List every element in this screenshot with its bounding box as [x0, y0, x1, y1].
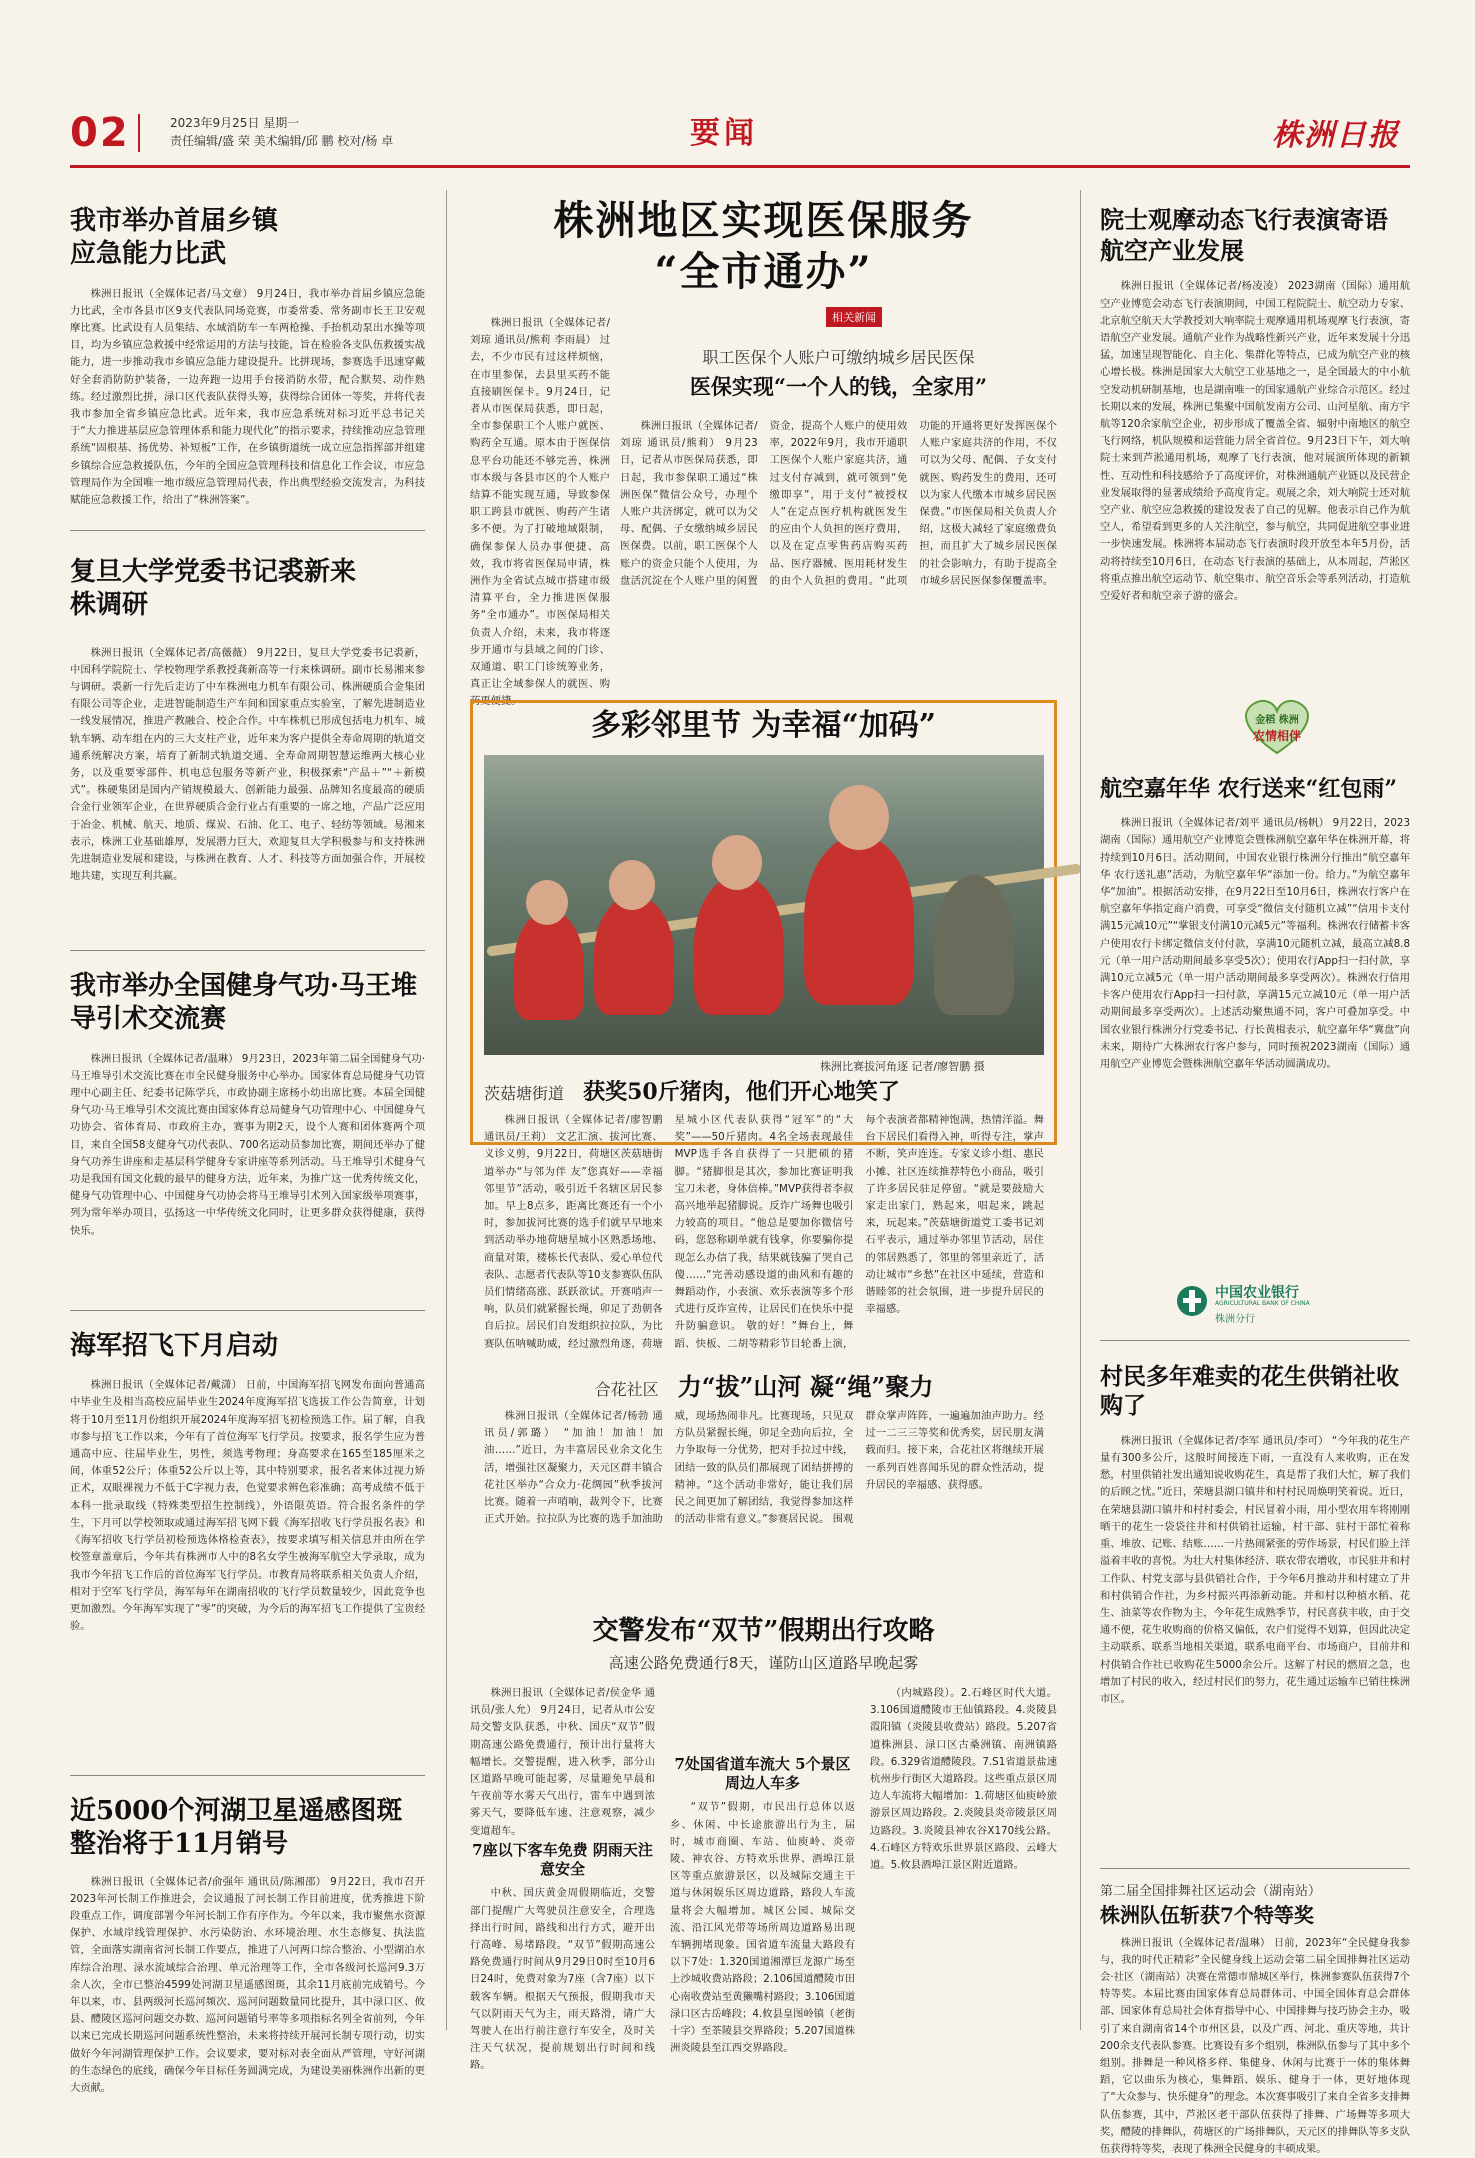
paper-logo: 株洲日报: [1272, 118, 1400, 153]
bank-name: 中国农业银行: [1215, 1285, 1299, 1301]
feature-story-2-heading: [484, 1372, 1044, 1403]
story-title: 力“拔”山河 凝“绳”聚力: [677, 1372, 934, 1401]
right-article-1: [1100, 205, 1410, 673]
related-news-tag: 相关新闻: [826, 307, 882, 327]
feature-title-text: 多彩邻里节 为幸福“加码”: [591, 708, 936, 743]
article-title: 村民多年难卖的花生供销社收购了: [1100, 1363, 1399, 1420]
related-kicker: 职工医保个人账户可缴纳城乡居民医保: [702, 348, 975, 367]
related-title: 医保实现“一个人的钱，全家用”: [689, 374, 988, 399]
bank-branch: 株洲分行: [1215, 1314, 1255, 1325]
divider: [1100, 1340, 1410, 1341]
article-body: 株洲日报讯（全媒体记者/李军 通讯员/李可） “今年我的花生产量有300多公斤，这般时间接连下雨，一直没有人来收购，正在发愁，村里供销社发出通知说收购花生，真是帮了我们大忙，解了我们的后顾之忧。”近日，荣塘县湖口镇井和村村民周焕明笑着说。近日，在荣塘县湖口镇井和村村委会，村民冒着小雨，用小型农用车将刚刚晒干的花生一袋袋往井和村供销社运输，村干部、驻村干部忙着称重、堆放、记账、结账……一片热闹紧张的劳作场景，村民们脸上洋溢着丰收的喜悦。为壮大村集体经济、联农带农增收，市民驻井和村工作队、村党支部与县供销社合作，于今年6月推动井和村建立了井和村供销合作社，为乡村振兴再添新动能。并和村以种植水稻、花生、油菜等农作物为主，今年花生成熟季节，村民喜获丰收，由于交通不便，花生收购商的价格又偏低，农户们觉得不划算，但因此决定主动联系、联系当地相关渠道，联系电商平台、市场商户，目前井和村供销合作社已收购花生5000余公斤。这解了村民的燃眉之急，也增加了村民的收入，经过村民们的努力，花生通过运输车已销往株洲市区。: [1100, 1434, 1410, 1705]
photo-caption: 株洲比赛拔河角逐 记者/廖智鹏 摄: [820, 1060, 985, 1073]
story-title: 获奖50斤猪肉，他们开心地笑了: [583, 1079, 900, 1105]
right-article-2: [1100, 775, 1410, 1277]
article-title: 院士观摩动态飞行表演寄语航空产业发展: [1100, 205, 1388, 265]
article-body: 株洲日报讯（全媒体记者/高薇薇） 9月22日，复旦大学党委书记裘新，中国科学院院士、学校物理学系教授龚新高等一行来株调研。副市长易湘来参与调研。裘新一行先后走访了中车株洲电力机车有限公司、株洲硬质合金集团有限公司等企业，走进智能制造生产车间和国家重点实验室，了解先进制造业一线发展情况，推进产教融合、校企合作。中车株机已形成包括电力机车、城轨车辆、动车组在内的三大支柱产业，近年来为客户提供全寿命周期的轨道交通系统解决方案，培育了新制式轨道交通、全寿命周期智慧运维两大核心业务，以及重要零部件、机电总包服务等新产业，积极探索“产品＋”“＋新模式”。株硬集团是国内产销规模最大、创新能力最强、品牌知名度最高的硬质合金行业领军企业，在世界硬质合金行业占有重要的一席之地，产品广泛应用于冶金、机械、航天、地质、煤炭、石油、化工、电子、轻纺等领域。易湘来表示，株洲工业基础雄厚，发展潜力巨大，欢迎复旦大学积极参与和支持株洲先进制造业发展和建设，与株洲在教育、人才、科技等方面加强合作，开展校地共建，实现互利共赢。: [70, 646, 425, 883]
traffic-col-2: [670, 1685, 855, 2059]
article-kicker: 第二届全国排舞社区运动会（湖南站）: [1100, 1884, 1322, 1899]
divider: [70, 950, 425, 951]
date-line: 2023年9月25日 星期一: [170, 116, 300, 130]
article-title: 航空嘉年华 农行送来“红包雨”: [1100, 776, 1397, 802]
article-body: 株洲日报讯（全媒体记者/杨凌凌） 2023湖南（国际）通用航空产业博览会动态飞行表演期间，中国工程院院士、航空动力专家、北京航空航天大学教授刘大响率院士观摩通用机场观摩飞行表演，寄语航空产业发展。通航产业作为战略性新兴产业，近年来发展十分迅猛，加速呈现智能化、自主化、集群化等特点，已成为航空产业的核心增长极。株洲是国家大大航空工业基地之一，是全国最大的中小航空发动机研制基地，也是湖南唯一的国家通航产业综合示范区。经过长期以来的发展，株洲已集聚中国航发南方公司、山河星航、南方宇航等120余家航空企业，初步形成了覆盖全省、辐射中南地区的航空飞行网络，机队规模和运营能力居全省首位。9月23日下午，刘大响院士来到芦淞通用机场，观摩了飞行表演，他对展演所体现的新颖性、互动性和科技感给予了高度评价，对株洲通航产业链以及民营企业发展取得的显著成绩给予高度肯定。观展之余，刘大响院士还对航空产业、航空应急救援的建设发表了自己的见解。他表示自己作为航空人，希望看到更多的人关注航空，参与航空，共同促进航空事业进一步快速发展。株洲将本届动态飞行表演时段开放至本年5月份，活动将持续至10月6日，在动态飞行表演的基础上，从本周起，芦淞区将重点推出航空运动节、航空集市、航空音乐会等系列活动，打造航空爱好者和航空亲子游的盛会。: [1100, 280, 1410, 603]
masthead: [70, 110, 1410, 162]
article-title: 近5000个河湖卫星遥感图斑整治将于11月销号: [70, 1796, 403, 1860]
left-article-1: [70, 205, 425, 522]
article-title: 我市举办首届乡镇应急能力比武: [70, 206, 279, 270]
article-title: 海军招飞下月启动: [70, 1331, 279, 1361]
article-body: [484, 1112, 1044, 1358]
column-divider: [446, 190, 447, 2030]
article-body: 株洲日报讯（全媒体记者/刘琼 通讯员/熊莉） 9月23日，记者从市医保局获悉，即日起，我市参保职工通过“株洲医保”微信公众号，办理个人账户共济绑定，就可以为父母、配偶、子女缴纳城乡居民医保费。以前，职工医保个人账户的资金只能个人使用，为盘活沉淀在个人账户里的闲置资金，提高个人账户的使用效率，2022年9月，我市开通职工医保个人账户家庭共济，通过支付存减到，就可领到“免缴即享”，用于支付“被授权人”在定点医疗机构就医发生的应由个人负担的医疗费用，以及在定点零售药店购买药品、医疗器械、医用耗材发生的由个人负担的费用。“此项功能的开通将更好发挥医保个人账户家庭共济的作用，不仅可以为父母、配偶、子女支付就医、购药发生的费用，还可以为家人代缴本市城乡居民医保费。”市医保局相关负责人介绍，这极大减轻了家庭缴费负担，而且扩大了城乡居民医保的社会影响力，有助于提高全市城乡居民医保参保覆盖率。: [620, 420, 1057, 587]
divider: [1100, 1868, 1410, 1869]
bank-name-en: AGRICULTURAL BANK OF CHINA: [1215, 1300, 1310, 1307]
story-kicker: 合花社区: [594, 1380, 659, 1399]
traffic-col-1: [470, 1685, 655, 2072]
article-body: 株洲日报讯（全媒体记者/戴潇） 日前，中国海军招飞网发布面向普通高中毕业生及相当高校应届毕业生2024年度海军招飞选拔工作公告简章，计划将于10月至11月份组织开展2024年度海军招飞初检预选工作。届了解，自我市参与招飞工作以来，今年有了首位海军飞行学员。按要求，报名学生应为普通高中应、往届毕业生，男性，须选考物理；身高要求在165至185厘米之间，体重52公斤；体重52公斤以上等，其中特别要求，报名者来体过视力矫正术，双眼裸视力不低于C字视力表，色觉要求辨色彩准确；高考成绩不低于本科一批录取线（特殊类型招生控制线），外语限英语。符合报名条件的学生，下月可以学校领取或通过海军招飞网下载《海军招收飞行学员报名表》和《海军招收飞行学员初检预选体格检查表》，按要求填写相关信息并由所在学校签章盖章后，今年共有株洲市人中的8名女学生被海军航空大学录取，成为我市今年招飞工作后的首位海军飞行学员。市教育局将联系相关负责人介绍，相对于空军飞行学员，海军每年在湖南招收的飞行学员数量较少，因此竞争也更加激烈。今年海军实现了“零”的突破，为今后的海军招飞工作提供了宝贵经验。: [70, 1379, 425, 1633]
right-article-3: [1100, 1362, 1410, 1843]
traffic-col-3: [870, 1685, 1057, 2030]
story-text-2: 围观群众掌声阵阵，一遍遍加油声助力。经过一二三三等奖和优秀奖，居民朋友满载而归。接下来，合花社区将继续开展一系列百姓喜闻乐见的群众性活动，提升居民的幸福感、获得感。: [832, 1410, 1044, 1526]
lead-title-line-1: 株洲地区实现医保服务: [553, 197, 974, 244]
photo-head: [712, 835, 762, 890]
article-title: 复旦大学党委书记裘新来株调研: [70, 557, 357, 621]
bank-logo-icon: [1175, 1284, 1209, 1318]
photo-person: [934, 875, 1014, 1015]
logo-text-2: 农情相伴: [1252, 729, 1301, 743]
story-text-1: 株洲日报讯（全媒体记者/杨勃 通讯员/郭璐） “加油！加油！加油……”近日，为丰富居民业余文化生活，增强社区凝聚力，天元区群丰镇合花社区举办“合众力·花绸园”秋季拔河比赛。随着一声哨响，裁判令下，比赛正式开始。拉拉队为比赛的选手加油助威，现场热闹非凡。比赛现场，只见双方队员紧握长绳，卯足全劲向后拉，全力争取每一分优势，把对手拉过中线，团结一致的队员们都展现了团结拼搏的精神。“这个活动非常好，能让我们居民之间更加了解团结，我觉得参加这样的活动非常有意义。”参赛居民说。: [484, 1410, 854, 1526]
traffic-story-heading: [470, 1615, 1057, 1673]
divider: [70, 530, 425, 531]
article-body: 株洲日报讯（全媒体记者/刘平 通讯员/杨帆） 9月22日，2023湖南（国际）通用航空产业博览会暨株洲航空嘉年华在株洲开幕，将持续到10月6日。活动期间，中国农业银行株洲分行推出“航空嘉年华 农行送礼惠”活动，为航空嘉年华“添加一份。给力。”为航空嘉年华“加油”。根据活动安排，在9月22日至10月6日，株洲农行客户在航空嘉年华指定商户消费，可享受“微信支付随机立减”“信用卡支付满15元减10元”“掌银支付满10元减5元”等福利。株洲农行储蓄卡客户使用农行卡绑定微信支付付款，享满10元随机立减，最高立减8.8元（单一用户活动期间最多享受5次）；使用农行App扫一扫付款，享满10元立减5元（单一用户活动期间最多享受两次）。株洲农行信用卡客户使用农行App扫一扫付款，享满15元立减10元（单一用户活动期间最多享受两次）。上述活动聚焦通不同，客户可叠加享受。中国农业银行株洲分行党委书记、行长黄楫表示，航空嘉年华“冀盘”向未来，期待广大株洲农行客户参与，同时预祝2023湖南（国际）通用航空产业博览会暨株洲航空嘉年华活动圆满成功。: [1100, 817, 1410, 1070]
article-body: 株洲日报讯（全媒体记者/俞强年 通讯员/陈湘邵） 9月22日，我市召开2023年河长制工作推进会，会议通报了河长制工作目前进度，优秀推进下阶段重点工作，调度部署今年河长制工作有序作为。今年以来，我市聚焦水资源保护、水域岸线管理保护、水污染防治、水环境治理、水生态修复、执法监管，全面落实湖南省河长制工作要点，推进了八河两口综合整治、小型湖泊水库综合治理、渌水流域综合治理、单元治理等工作，全市各级河长巡河9.3万余人次，全市已整治4599处河湖卫星遥感图斑，其余11月底前完成销号。今年以来，市、县两级河长巡河频次、巡河问题数量同比提升，其中渌口区、攸县、醴陵区巡河问题交办数、巡河问题销号率等多项指标名列全省前列，今年以来已完成长期巡河问题系统性整治，未来将持续开展河长制专项行动，切实做好今年河湖管理保护工作。会议要求，要对标对表全面从严管理，守好河湖的生态绿色的底线，确保今年目标任务圆满完成，为建设美丽株洲作出新的更大贡献。: [70, 1875, 425, 2094]
article-body: “双节”假期，市民出行总体以返乡、休闲、中长途旅游出行为主，届时，城市商圈、车站、仙庾岭、炎帝陵、神农谷、方特欢乐世界、酒埠江景区等重点旅游景区，以及城际交通主干道与休闲娱乐区周边道路，路段人车流量将会大幅增加。城区公园、城际交流、沿江风光带等场所周边道路易出现车辆拥堵现象。国省道车流量大路段有以下7处：1.320国道湘潭巨龙源广场至上沙城收费站路段；2.106国道醴陵市田心南收费站至黄獭嘴村路段；3.106国道渌口区古岳峰段；4.攸县皇图岭镇（老街十字）至茶陵县交界路段；5.207国道株洲炎陵县至江西交界路段。: [670, 1801, 855, 2055]
divider: [70, 1310, 425, 1311]
article-body: （内城路段）。2.石峰区时代大道。3.106国道醴陵市王仙镇路段。4.炎陵县霞阳镇（炎陵县收费站）路段。5.207省道株洲县、渌口区古桑洲镇、南洲镇路段。6.329省道醴陵段。7.S1省道景盐速杭州步行街区大道路段。这些重点景区周边人车流将大幅增加：1.荷塘区仙庾岭旅游景区周边路段。2.炎陵县炎帝陵景区周边路段。3.炎陵县神农谷X170线公路。4.石峰区方特欢乐世界景区路段、云峰大道。5.攸县酒埠江景区附近道路。: [870, 1687, 1057, 1872]
photo-person: [594, 895, 674, 1015]
left-article-2: [70, 556, 425, 950]
left-article-3: [70, 970, 425, 1309]
feature-story-2-columns: [484, 1408, 1044, 1578]
article-body: 株洲日报讯（全媒体记者/刘琼 通讯员/熊莉 李雨晨） 过去，不少市民有过这样烦恼，在市里参保，去县里买药不能直接刷医保卡。9月24日，记者从市医保局获悉，即日起，全市参保职工个人账户就医、购药全互通。原本由于医保信息平台功能还不够完善，株洲市本级与各县市区的个人账户结算不能实现互通，导致参保职工跨县市就医、购药产生诸多不便。为了打破地域限制，确保参保人员办事便捷、高效，我市将省医保局申请，株洲作为全省试点城市搭建市级清算平台，全力推进医保服务“全市通办”。市医保局相关负责人介绍，未来，我市将逐步开通市与县域之间的门诊、双通道、职工门诊统筹业务，真正让全域参保人的就医、购药更便捷。: [470, 317, 610, 708]
story-subtitle: 高速公路免费通行8天，谨防山区道路早晚起雾: [608, 1654, 919, 1673]
article-body: 株洲日报讯（全媒体记者/侯金华 通讯员/张人允） 9月24日，记者从市公安局交警支队获悉，中秋、国庆“双节”假期高速公路免费通行，预计出行量将大幅增长。交警提醒，进入秋季，部分山区道路早晚可能起雾，尽量避免早晨和午夜前等水雾天气出行，雷车中遇到浓雾天气，要降低车速、注意观察，减少变道超车。: [470, 1687, 655, 1837]
feature-title: [470, 707, 1057, 745]
divider: [70, 1775, 425, 1776]
masthead-rule: [70, 165, 1410, 168]
photo-person: [804, 835, 914, 1005]
page-number: 02: [70, 110, 130, 156]
story-title: 交警发布“双节”假期出行攻略: [592, 1616, 935, 1646]
story-text-2: 敬的好！”舞台上，舞蹈、快板、二胡等精彩节目轮番上演，每个表演者都精神饱满，热情洋溢。舞台下居民们看得入神，听得专注，掌声不断，笑声连连。专家义诊小组、惠民小摊、社区连续推荐特色小商品，吸引了许多居民驻足停留。“就是要鼓励大家走出家门，熟起来，唱起来，跳起来，玩起来。”茨菇塘街道党工委书记刘石平表示，通过举办邻里节活动，居住的邻居熟悉了，邻里的邻里亲近了，活动让城市“乡愁”在社区中延续，营造和谐睦邻的社会氛围，进一步提升居民的幸福感。: [674, 1114, 1044, 1350]
campaign-logo: [1227, 693, 1327, 763]
left-article-4: [70, 1330, 425, 1755]
article-body: 株洲日报讯（全媒体记者/温琳） 9月23日，2023年第二届全国健身气功·马王堆导引术交流比赛在市全民健身服务中心举办。国家体育总局健身气功管理中心副主任、纪委书记陈学兵，市政协副主席杨小幼出席比赛。本届全国健身气功·马王堆导引术交流比赛由国家体育总局健身气功管理中心、中国健身气功协会、省体育局、市政府主办，赛事为期2天，设个人赛和团体赛两个项目，来自全国58支健身气功代表队、700名运动员参加比赛，期间还举办了健身气功养生讲座和走基层科学健身专家讲座等系列活动。马王堆导引术健身气功是我国有国文化载的最早的健身方法，近年来，为推广这一优秀传统文化，健身气功管理中心、中国健身气功协会将马王堆导引术列入国家级举项赛事，列为常年举办项目，弘扬这一中华传统文化同时，让更多群众获得健康，获得快乐。: [70, 1052, 425, 1237]
article-title: 我市举办全国健身气功·马王堆导引术交流赛: [70, 971, 418, 1035]
article-body: 株洲日报讯（全媒体记者/温琳） 日前，2023年“全民健身我参与，我的时代正精彩”全民健身线上运动会第二届全国排舞社区运动会·社区（湖南站）决赛在常德市鼎城区举行，株洲参赛队伍获得7个特等奖。本届比赛由国家体育总局群体司、中国全国体育总会群体部、国家体育总局社会体育指导中心、中国排舞与技巧协会主办，吸引了来自湖南省14个市州区县，以及广西、河北、重庆等地，共计200余支代表队参赛。比赛设有多个组别，株洲队伍参与了其中多个组别。排舞是一种风格多样、集健身、休闲与比赛于一体的集体舞蹈，它以曲乐为核心，集舞蹈、娱乐、健身于一体，更好地体现了“大众参与、快乐健身”的理念。本次赛事吸引了来自全省多支排舞队伍参赛，其中，芦淞区老干部队伍获得了排舞、广场舞等多项大奖，醴陵的排舞队，荷塘区的广场排舞队，天元区的排舞队等多支队伍获得特等奖，表现了株洲全民健身的丰硕成果。: [1100, 1936, 1410, 2156]
photo-person: [694, 875, 784, 1015]
tug-of-war-photo: [484, 755, 1044, 1055]
lead-story-body: [470, 315, 610, 708]
masthead-meta: [170, 114, 393, 150]
section-title: 要闻: [690, 116, 758, 151]
article-body: 中秋、国庆黄金周假期临近，交警部门提醒广大驾驶员注意安全，合理选择出行时间，路线和出行方式，避开出行高峰、易堵路段。“双节”假期高速公路免费通行时间从9月29日0时至10月6日24时，免费对象为7座（含7座）以下载客车辆。根据天气预报，假期我市天气以阴雨天气为主，雨天路滑，请广大驾驶人在出行前注意行车安全，及时关注天气状况，提前规划出行时间和线路。: [470, 1887, 655, 2072]
related-story-body: [620, 418, 1057, 658]
article-title: 株洲队伍斩获7个特等奖: [1100, 1903, 1314, 1927]
masthead-separator: [138, 114, 140, 152]
logo-text-1: 金稻 株洲: [1255, 715, 1299, 726]
box-heading-1: 7座以下客车免费 阴雨天注意安全: [472, 1841, 653, 1879]
article-body: 株洲日报讯（全媒体记者/马文章） 9月24日，我市举办首届乡镇应急能力比武，全市各县市区9支代表队同场竞赛，市委常委、常务副市长王卫安观摩比赛。比武设有人员集结、水域消防车一车两枪操、手抬机动泵出水操等项目，均为乡镇应急救援中经常运用的方法与技能，旨在检验各支队伍救援实战能力，进一步推动我市乡镇应急能力建设提升。比拼现场，参赛选手迅速穿戴好全套消防防护装备，一边奔跑一边用手台接消防水带，配合默契、动作熟练。经过激烈比拼，渌口区代表队获得头筹，获得综合团体一等奖，并将代表我市参加全省乡镇应急比武。近年来，我市应急系统对标习近平总书记关于“大力推进基层应急管理体系和能力现代化”的指示要求，持续推动应急管理系统“固根基、扬优势、补短板”工作，在乡镇街道统一成立应急指挥部并组建乡镇综合应急救援队伍，今年的全国应急管理科技和信息化工作会议，市应急管理局作为全国唯一地市级应急管理局代表，作出典型经验交流发言，为科技赋能应急救援工作，给出了“株洲答案”。: [70, 287, 425, 506]
photo-head: [526, 880, 568, 925]
photo-person: [514, 910, 584, 1020]
photo-head: [609, 860, 655, 910]
lead-story-title: [470, 195, 1057, 297]
box-heading-2: 7处国省道车流大 5个景区周边人车多: [674, 1755, 851, 1793]
feature-story-1-heading: [484, 1078, 1044, 1106]
lead-title-line-2: “全市通办”: [654, 248, 873, 296]
related-story-heading: [620, 345, 1057, 401]
photo-head: [829, 785, 889, 850]
editor-line: 责任编辑/盛 荣 美术编辑/邱 鹏 校对/杨 卓: [170, 134, 394, 148]
article-body: [484, 1408, 1044, 1578]
right-article-4-content: [1100, 1880, 1410, 2156]
feature-story-1-columns: [484, 1112, 1044, 1358]
column-divider: [1080, 190, 1081, 2030]
abc-bank-logo: [1175, 1282, 1345, 1325]
story-text-1: 株洲日报讯（全媒体记者/廖智鹏 通讯员/王莉） 文艺汇演、拔河比赛、义诊义剪，9月22日，荷塘区茨菇塘街道举办“与邻为伴 友”您真好——幸福邻里节”活动，吸引近千名辖区居民参加。早上8点多，距离比赛还有一个小时，参加拔河比赛的选手们就早早地来到活动举办地荷塘星城小区熟悉场地、商量对策，楼栋长代表队、爱心单位代表队、志愿者代表队等10支参赛队伍队员们情绪高涨、跃跃欲试。开赛哨声一响，队员们就紧握长绳，卯足了劲朝各自后拉。居民们自发组织拉拉队，为比赛队伍呐喊助威，经过激烈角逐，荷塘星城小区代表队获得“冠军”的“大奖”——50斤猪肉。4名全场表现最佳MVP选手各自获得了一只肥硕的猪脚。“猪脚很是其次，参加比赛证明我宝刀未老，身体倍棒。”MVP获得者李叔高兴地举起猪脚说。反诈广场舞也吸引力较高的项目。“他总是要加你微信号码，您怒称刷单就有钱拿，你要骗你提现怎么办信了我，结果就钱骗了哭自己傻……”完善动感设道的曲风和有趣的舞蹈动作，小表演、欢乐表演等多个形式进行反诈宣传，让居民们在快乐中提升防骗意识。: [484, 1114, 854, 1350]
story-kicker: 茨菇塘街道: [484, 1084, 565, 1103]
left-article-5: [70, 1795, 425, 2094]
